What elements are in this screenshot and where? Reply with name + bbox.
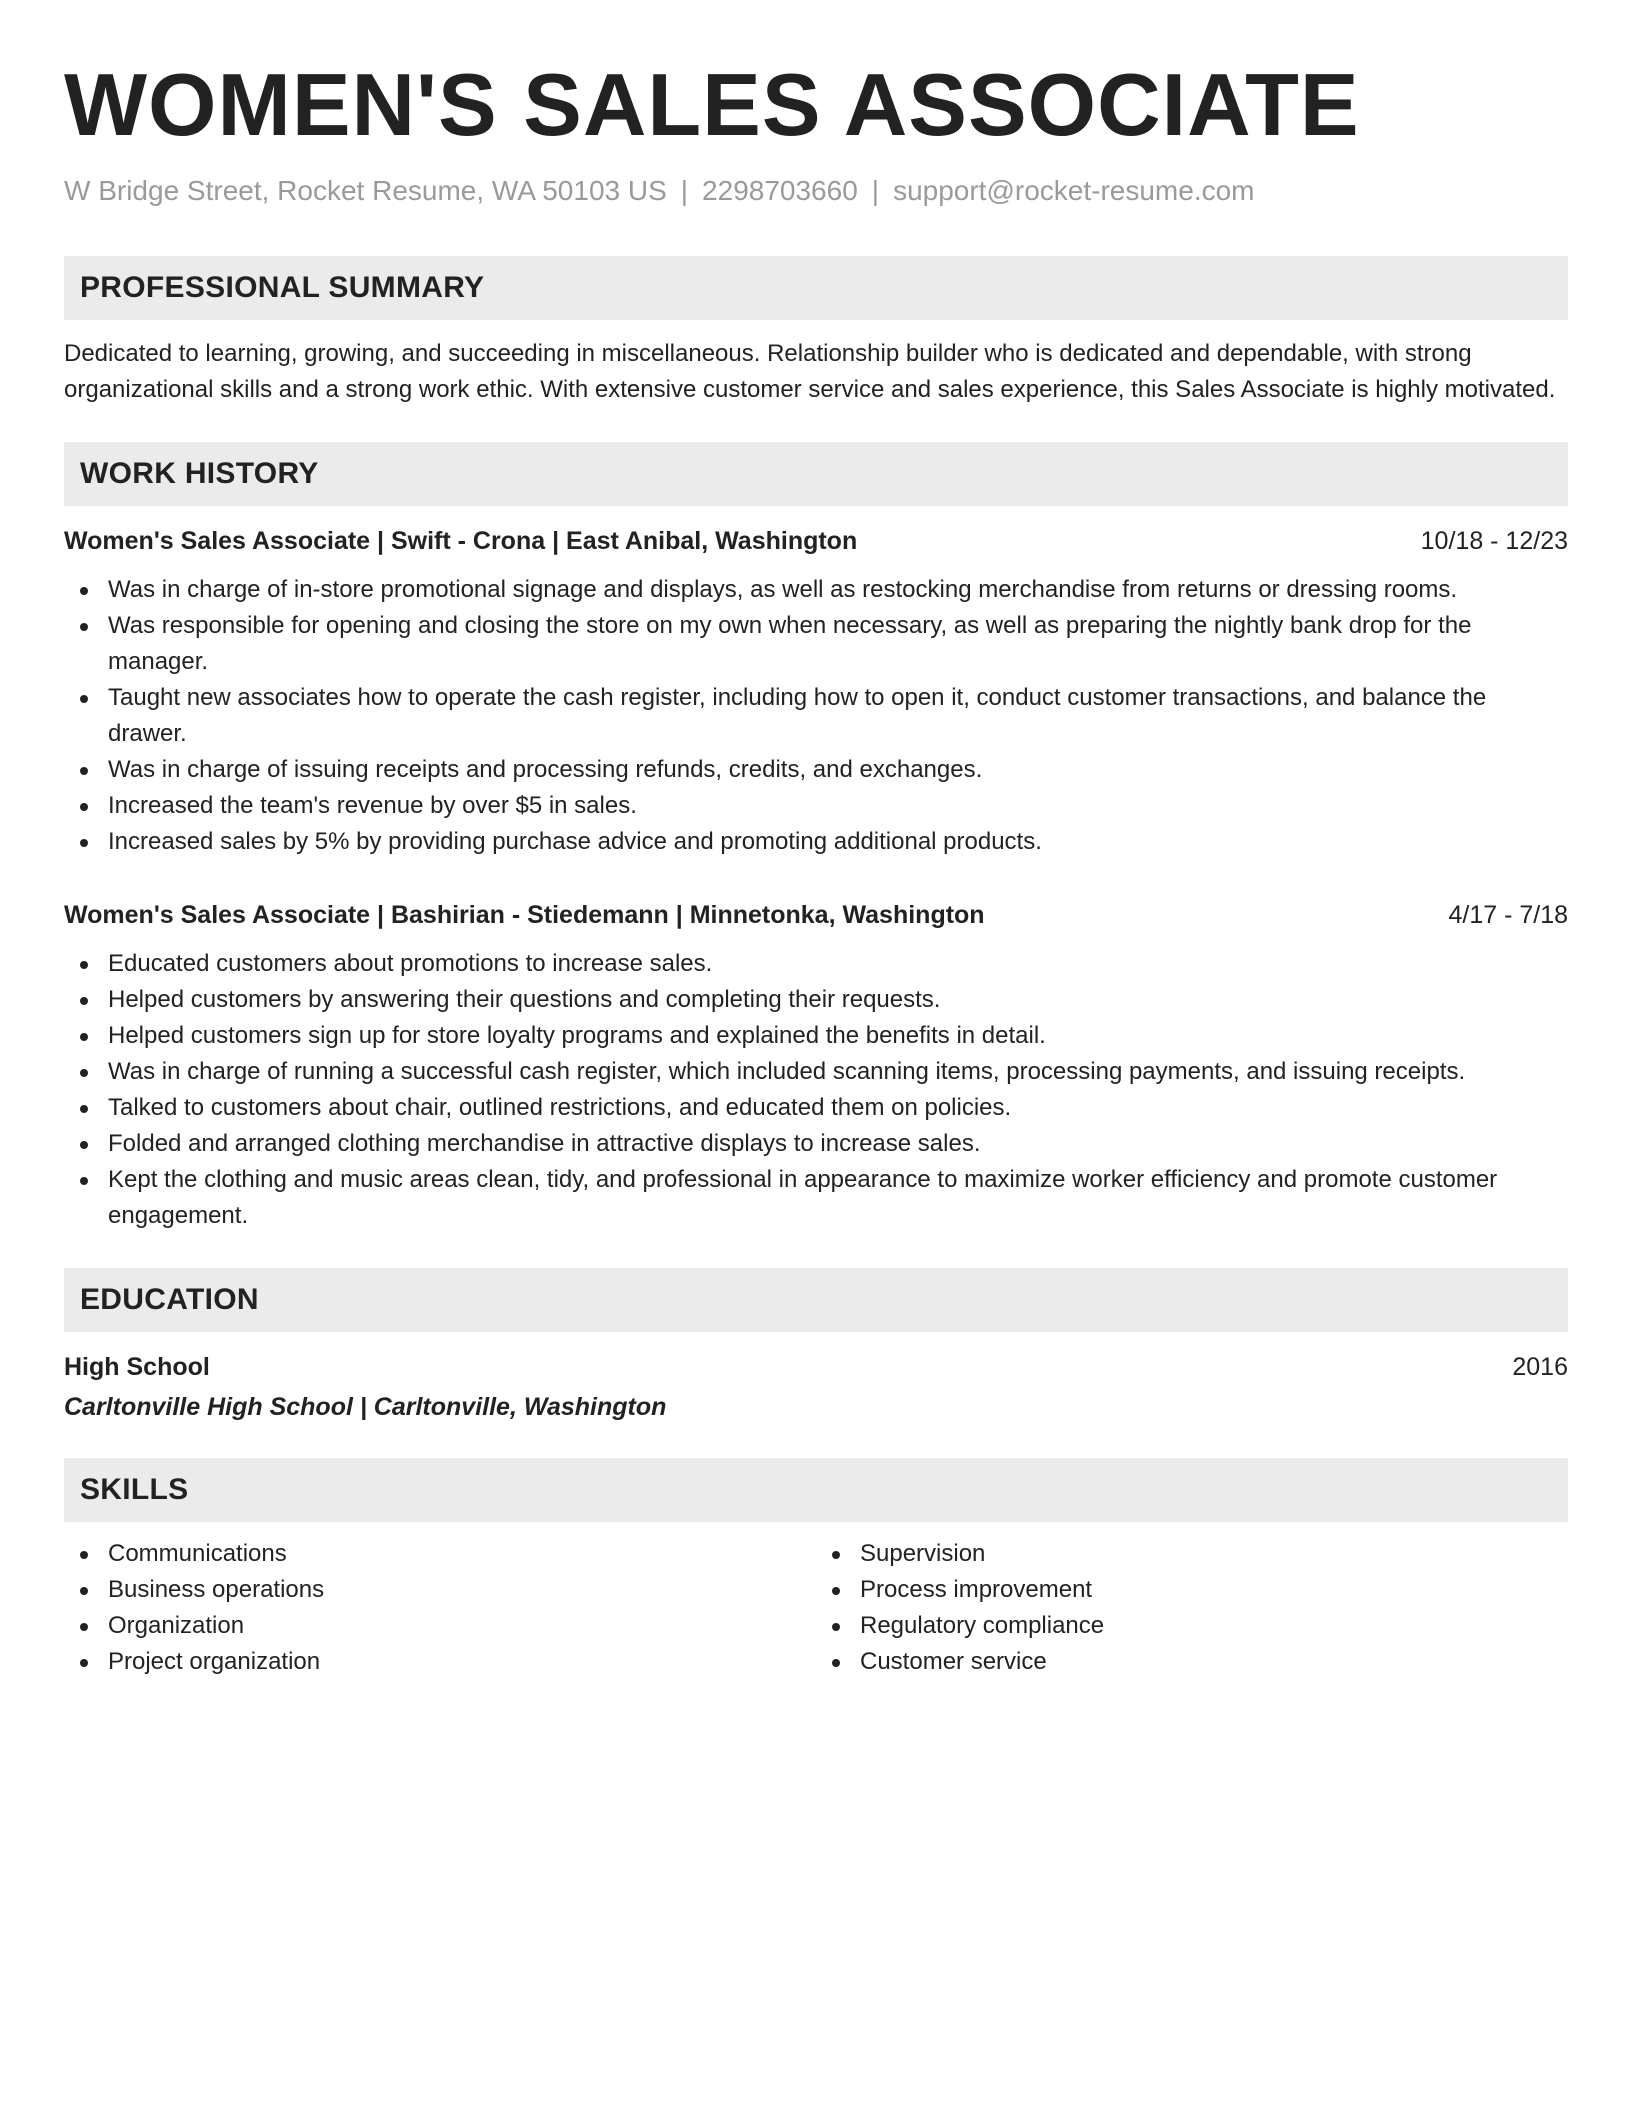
education-level: High School <box>64 1353 210 1381</box>
bullet-icon <box>80 1587 88 1595</box>
bullet-icon <box>832 1623 840 1631</box>
job-bullet <box>108 982 1568 1018</box>
bullet-icon <box>80 839 88 847</box>
skill-text: Organization <box>108 1612 245 1639</box>
section-header-summary: PROFESSIONAL SUMMARY <box>64 256 1568 320</box>
job-header <box>64 524 1568 558</box>
bullet-icon <box>80 997 88 1005</box>
contact-separator: | <box>871 175 880 206</box>
bullet-icon <box>80 1033 88 1041</box>
section-header-education: EDUCATION <box>64 1268 1568 1332</box>
job-bullet-text: Kept the clothing and music areas clean, tidy, and professional in appearance to maximize worker efficiency and promote customer engagement. <box>108 1166 1498 1229</box>
job-bullet <box>108 680 1568 752</box>
bullet-icon <box>80 1659 88 1667</box>
bullet-icon <box>80 1105 88 1113</box>
contact-email: support@rocket-resume.com <box>893 175 1255 206</box>
skill-item <box>108 1536 816 1572</box>
job-bullet-text: Helped customers sign up for store loyalty programs and explained the benefits in detail. <box>108 1022 1046 1049</box>
skill-item <box>108 1608 816 1644</box>
job-title: Women's Sales Associate | Swift - Crona | East Anibal, Washington <box>64 527 858 555</box>
job-dates: 4/17 - 7/18 <box>1448 901 1568 929</box>
education-school: Carltonville High School | Carltonville, Washington <box>64 1393 667 1421</box>
skill-text: Regulatory compliance <box>860 1612 1105 1639</box>
skill-text: Process improvement <box>860 1576 1093 1603</box>
job-header <box>64 898 1568 932</box>
job-bullet-text: Talked to customers about chair, outlined restrictions, and educated them on policies. <box>108 1094 1012 1121</box>
bullet-icon <box>80 961 88 969</box>
contact-separator: | <box>680 175 689 206</box>
job-bullet <box>108 1126 1568 1162</box>
summary-text: Dedicated to learning, growing, and succeeding in miscellaneous. Relationship builder who is dedicated and dependable, with strong organizational skills and a strong work ethic. With extensive customer service and sales experience, this Sales Associate is highly motivated. <box>64 340 1556 403</box>
job-bullet <box>108 788 1568 824</box>
job-dates: 10/18 - 12/23 <box>1420 527 1568 555</box>
bullet-icon <box>832 1587 840 1595</box>
job-bullet-text: Was responsible for opening and closing the store on my own when necessary, as well as preparing the nightly bank drop for the manager. <box>108 612 1472 675</box>
skill-text: Communications <box>108 1540 287 1567</box>
job-bullet-text: Folded and arranged clothing merchandise in attractive displays to increase sales. <box>108 1130 981 1157</box>
bullet-icon <box>80 767 88 775</box>
job-bullet-text: Was in charge of in-store promotional signage and displays, as well as restocking merchandise from returns or dressing rooms. <box>108 576 1458 603</box>
job-bullet <box>108 1162 1568 1234</box>
skills-list-right <box>816 1536 1568 1680</box>
skill-item <box>860 1608 1568 1644</box>
job-bullet-text: Was in charge of running a successful cash register, which included scanning items, processing payments, and issuing receipts. <box>108 1058 1466 1085</box>
bullet-icon <box>80 623 88 631</box>
skill-item <box>860 1572 1568 1608</box>
bullet-icon <box>80 1177 88 1185</box>
job-bullet-list <box>64 572 1568 860</box>
job-bullet <box>108 1054 1568 1090</box>
job-bullet-list <box>64 946 1568 1234</box>
bullet-icon <box>832 1551 840 1559</box>
job-bullet-text: Increased sales by 5% by providing purchase advice and promoting additional products. <box>108 828 1042 855</box>
job-bullet <box>108 824 1568 860</box>
skills-columns <box>64 1536 1568 1680</box>
job-entry <box>64 524 1568 860</box>
job-bullet <box>108 1018 1568 1054</box>
bullet-icon <box>80 587 88 595</box>
job-bullet <box>108 1090 1568 1126</box>
bullet-icon <box>832 1659 840 1667</box>
job-bullet <box>108 572 1568 608</box>
resume-name-title: WOMEN'S SALES ASSOCIATE <box>64 55 1360 154</box>
bullet-icon <box>80 695 88 703</box>
job-bullet <box>108 752 1568 788</box>
section-header-work-history: WORK HISTORY <box>64 442 1568 506</box>
contact-phone: 2298703660 <box>702 175 858 206</box>
skill-text: Project organization <box>108 1648 321 1675</box>
bullet-icon <box>80 803 88 811</box>
skill-text: Business operations <box>108 1576 325 1603</box>
job-title: Women's Sales Associate | Bashirian - Stiedemann | Minnetonka, Washington <box>64 901 985 929</box>
job-bullet <box>108 946 1568 982</box>
skill-item <box>108 1572 816 1608</box>
job-bullet-text: Increased the team's revenue by over $5 in sales. <box>108 792 637 819</box>
skill-item <box>860 1536 1568 1572</box>
bullet-icon <box>80 1623 88 1631</box>
job-bullet-text: Educated customers about promotions to increase sales. <box>108 950 713 977</box>
skill-text: Customer service <box>860 1648 1047 1675</box>
contact-line <box>64 174 1568 208</box>
skill-item <box>860 1644 1568 1680</box>
skills-list-left <box>64 1536 816 1680</box>
bullet-icon <box>80 1141 88 1149</box>
contact-address: W Bridge Street, Rocket Resume, WA 50103 US <box>64 175 667 206</box>
section-header-skills: SKILLS <box>64 1458 1568 1522</box>
job-entry <box>64 898 1568 1234</box>
resume-page <box>64 50 1568 1680</box>
education-year: 2016 <box>1512 1353 1568 1381</box>
bullet-icon <box>80 1551 88 1559</box>
bullet-icon <box>80 1069 88 1077</box>
job-bullet-text: Helped customers by answering their questions and completing their requests. <box>108 986 941 1013</box>
job-bullet-text: Was in charge of issuing receipts and processing refunds, credits, and exchanges. <box>108 756 983 783</box>
job-bullet-text: Taught new associates how to operate the cash register, including how to open it, conduct customer transactions, and balance the drawer. <box>108 684 1487 747</box>
skill-text: Supervision <box>860 1540 986 1567</box>
job-bullet <box>108 608 1568 680</box>
skill-item <box>108 1644 816 1680</box>
education-header <box>64 1350 1568 1384</box>
